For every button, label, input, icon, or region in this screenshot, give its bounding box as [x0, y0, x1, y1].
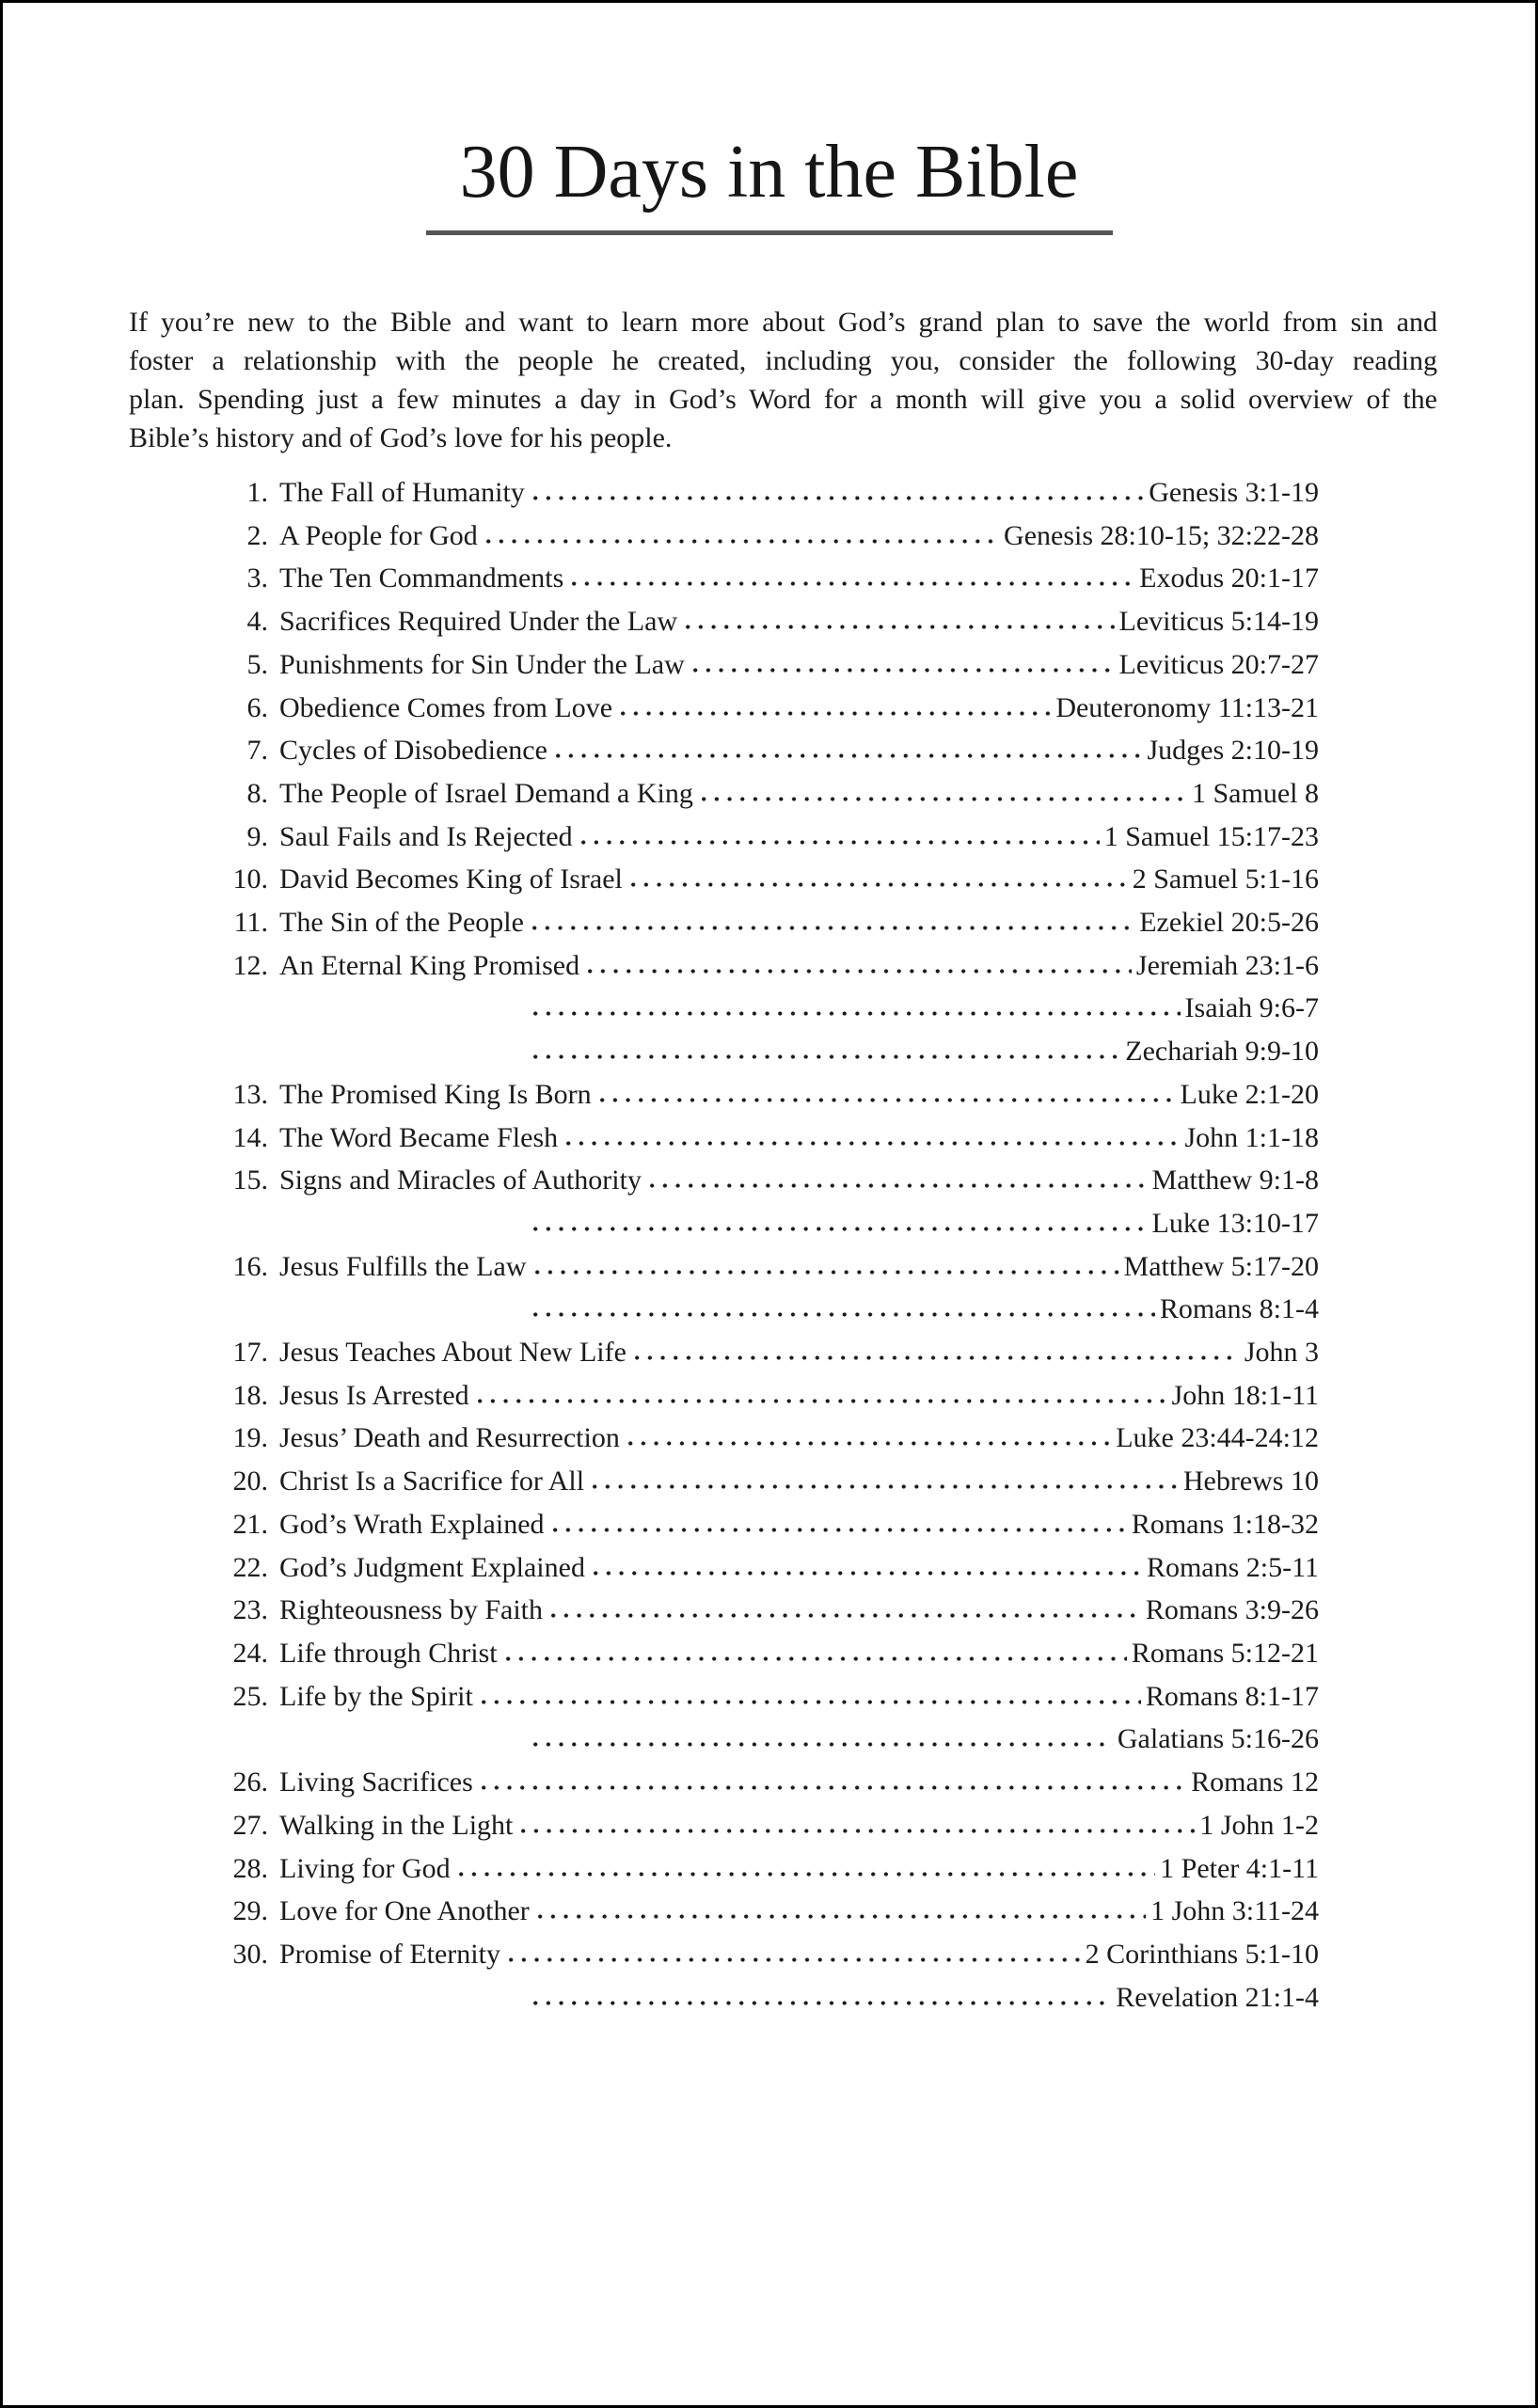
- item-title: Righteousness by Faith: [279, 1594, 544, 1626]
- item-title: Cycles of Disobedience: [279, 735, 547, 767]
- dot-leader: [521, 1828, 1195, 1834]
- scripture-reference: John 1:1-18: [1184, 1121, 1319, 1153]
- scripture-reference: 1 Samuel 15:17-23: [1103, 820, 1319, 852]
- reading-plan-row: [215, 729, 1319, 772]
- scripture-reference: Judges 2:10-19: [1147, 735, 1319, 767]
- item-number: 11.: [233, 907, 268, 939]
- item-title: The Sin of the People: [279, 907, 524, 939]
- intro-line: If you’re new to the Bible and want to learn more about God’s grand plan to save the world from sin and: [129, 307, 1437, 338]
- item-title: An Eternal King Promised: [279, 949, 580, 981]
- item-number: 12.: [232, 949, 268, 981]
- reading-plan-row: [215, 1374, 1319, 1418]
- item-number: 28.: [232, 1852, 268, 1884]
- reading-plan-row: [215, 987, 1319, 1030]
- item-title: Walking in the Light: [279, 1809, 514, 1841]
- scripture-reference: Romans 3:9-26: [1145, 1594, 1319, 1626]
- scripture-reference: Leviticus 20:7-27: [1118, 648, 1319, 680]
- scripture-reference: 1 Samuel 8: [1192, 777, 1319, 809]
- scripture-reference: Zechariah 9:9-10: [1125, 1036, 1319, 1068]
- reading-plan-row: [215, 1761, 1319, 1804]
- title-underline-rule: [426, 230, 1113, 235]
- reading-plan-row: [215, 1589, 1319, 1632]
- scripture-reference: 1 John 1-2: [1199, 1809, 1319, 1841]
- scripture-reference: Isaiah 9:6-7: [1184, 992, 1319, 1024]
- item-title: Punishments for Sin Under the Law: [279, 648, 685, 680]
- item-number: 14.: [232, 1121, 268, 1153]
- item-number: 8.: [246, 777, 268, 809]
- item-number: 10.: [232, 863, 268, 895]
- dot-leader: [588, 968, 1132, 974]
- reading-plan-row: [215, 1847, 1319, 1891]
- item-number: 3.: [246, 562, 268, 594]
- dot-leader: [482, 1784, 1186, 1791]
- dot-leader: [556, 752, 1143, 759]
- item-number: 7.: [246, 735, 268, 767]
- item-number: 19.: [232, 1422, 268, 1454]
- item-title: God’s Wrath Explained: [279, 1508, 545, 1540]
- item-title: Sacrifices Required Under the Law: [279, 606, 678, 638]
- reading-plan-row: [215, 643, 1319, 687]
- item-number: 25.: [232, 1680, 268, 1712]
- reading-plan-row: [215, 1546, 1319, 1590]
- reading-plan-row: [215, 816, 1319, 859]
- scripture-reference: Romans 2:5-11: [1146, 1551, 1319, 1583]
- dot-leader: [631, 881, 1128, 888]
- intro-paragraph: [129, 303, 1437, 457]
- dot-leader: [693, 667, 1115, 673]
- dot-leader: [594, 1570, 1142, 1576]
- scripture-reference: Romans 8:1-4: [1159, 1293, 1319, 1325]
- item-number: 27.: [232, 1809, 268, 1841]
- reading-plan-row: [215, 1288, 1319, 1331]
- scripture-reference: John 18:1-11: [1171, 1379, 1319, 1411]
- dot-leader: [566, 1140, 1180, 1147]
- intro-line: foster a relationship with the people he created, including you, consider the following 30-day reading: [129, 345, 1437, 376]
- reading-plan-row: [215, 1202, 1319, 1245]
- dot-leader: [628, 1440, 1111, 1447]
- item-title: Signs and Miracles of Authority: [279, 1164, 642, 1196]
- item-title: Jesus Is Arrested: [279, 1379, 469, 1411]
- scripture-reference: Matthew 9:1-8: [1151, 1164, 1319, 1196]
- dot-leader: [535, 1269, 1119, 1275]
- scripture-reference: 2 Samuel 5:1-16: [1132, 863, 1319, 895]
- intro-line: Bible’s history and of God’s love for his people.: [129, 422, 673, 453]
- reading-plan-row: [215, 1804, 1319, 1847]
- item-title: The Ten Commandments: [279, 562, 564, 594]
- dot-leader: [551, 1612, 1141, 1619]
- dot-leader: [572, 580, 1134, 587]
- dot-leader: [581, 839, 1100, 846]
- item-title: The Word Became Flesh: [279, 1121, 559, 1153]
- item-title: God’s Judgment Explained: [279, 1551, 585, 1583]
- item-number: 30.: [232, 1938, 268, 1970]
- scripture-reference: Hebrews 10: [1182, 1465, 1319, 1497]
- item-title: Love for One Another: [279, 1895, 530, 1927]
- dot-leader: [459, 1871, 1156, 1877]
- reading-plan-row: [215, 1933, 1319, 1976]
- dot-leader: [635, 1354, 1240, 1361]
- dot-leader: [533, 1054, 1120, 1060]
- reading-plan-row: [215, 1030, 1319, 1073]
- scripture-reference: 2 Corinthians 5:1-10: [1085, 1938, 1319, 1970]
- scripture-reference: Luke 2:1-20: [1180, 1078, 1319, 1110]
- scripture-reference: Romans 1:18-32: [1131, 1508, 1319, 1540]
- item-title: David Becomes King of Israel: [279, 863, 623, 895]
- scripture-reference: John 3: [1244, 1337, 1319, 1369]
- reading-plan-row: [215, 1503, 1319, 1546]
- reading-plan-row: [215, 1331, 1319, 1374]
- scripture-reference: Exodus 20:1-17: [1139, 562, 1319, 594]
- scripture-reference: Genesis 3:1-19: [1149, 477, 1319, 508]
- item-number: 22.: [232, 1551, 268, 1583]
- item-number: 21.: [232, 1508, 268, 1540]
- item-title: Jesus Teaches About New Life: [279, 1337, 626, 1369]
- reading-plan-row: [215, 944, 1319, 988]
- item-title: Living for God: [279, 1852, 451, 1884]
- item-number: 16.: [232, 1250, 268, 1282]
- reading-plan-row: [215, 1417, 1319, 1460]
- reading-plan-row: [215, 1718, 1319, 1761]
- scripture-reference: Leviticus 5:14-19: [1118, 606, 1319, 638]
- scripture-reference: Ezekiel 20:5-26: [1139, 907, 1319, 939]
- item-number: 23.: [232, 1594, 268, 1626]
- item-title: Obedience Comes from Love: [279, 691, 613, 723]
- reading-plan-row: [215, 858, 1319, 901]
- reading-plan-row: [215, 901, 1319, 944]
- dot-leader: [600, 1097, 1176, 1103]
- item-number: 2.: [246, 519, 268, 551]
- item-title: The Fall of Humanity: [279, 477, 525, 508]
- item-number: 26.: [232, 1766, 268, 1798]
- reading-plan-row: [215, 1890, 1319, 1933]
- reading-plan-row: [215, 1632, 1319, 1675]
- item-number: 20.: [232, 1465, 268, 1497]
- scripture-reference: Romans 12: [1191, 1766, 1319, 1798]
- reading-plan-row: [215, 471, 1319, 515]
- reading-plan-list: [3, 471, 1535, 2019]
- dot-leader: [478, 1398, 1167, 1404]
- scripture-reference: Deuteronomy 11:13-21: [1055, 691, 1319, 723]
- reading-plan-row: [215, 1073, 1319, 1117]
- item-number: 18.: [232, 1379, 268, 1411]
- scripture-reference: Matthew 5:17-20: [1123, 1250, 1319, 1282]
- reading-plan-row: [215, 772, 1319, 816]
- item-title: Promise of Eternity: [279, 1938, 500, 1970]
- item-title: The Promised King Is Born: [279, 1078, 592, 1110]
- item-number: 24.: [232, 1637, 268, 1669]
- dot-leader: [533, 495, 1144, 501]
- reading-plan-row: [215, 515, 1319, 558]
- scripture-reference: Luke 13:10-17: [1151, 1207, 1319, 1239]
- item-number: 9.: [246, 820, 268, 852]
- dot-leader: [621, 710, 1051, 717]
- dot-leader: [509, 1956, 1081, 1963]
- item-title: Jesus Fulfills the Law: [279, 1250, 527, 1282]
- item-number: 17.: [232, 1337, 268, 1369]
- item-title: A People for God: [279, 519, 478, 551]
- item-title: Life through Christ: [279, 1637, 498, 1669]
- dot-leader: [532, 925, 1134, 931]
- dot-leader: [533, 1311, 1155, 1318]
- scripture-reference: Galatians 5:16-26: [1117, 1723, 1319, 1755]
- item-title: Living Sacrifices: [279, 1766, 473, 1798]
- dot-leader: [533, 2000, 1111, 2006]
- item-number: 15.: [232, 1164, 268, 1196]
- dot-leader: [482, 1699, 1141, 1705]
- reading-plan-row: [215, 687, 1319, 730]
- dot-leader: [506, 1656, 1127, 1662]
- dot-leader: [593, 1483, 1179, 1490]
- reading-plan-row: [215, 1460, 1319, 1503]
- reading-plan-row: [215, 1159, 1319, 1202]
- scripture-reference: 1 John 3:11-24: [1150, 1895, 1319, 1927]
- item-title: Jesus’ Death and Resurrection: [279, 1422, 620, 1454]
- page-title: 30 Days in the Bible: [459, 131, 1079, 214]
- item-number: 13.: [232, 1078, 268, 1110]
- dot-leader: [538, 1913, 1146, 1920]
- item-number: 4.: [246, 606, 268, 638]
- scripture-reference: Revelation 21:1-4: [1116, 1981, 1319, 2013]
- scripture-reference: Genesis 28:10-15; 32:22-28: [1004, 519, 1319, 551]
- reading-plan-row: [215, 1117, 1319, 1160]
- item-title: Life by the Spirit: [279, 1680, 473, 1712]
- item-number: 29.: [232, 1895, 268, 1927]
- reading-plan-row: [215, 1675, 1319, 1719]
- scripture-reference: Romans 8:1-17: [1145, 1680, 1319, 1712]
- item-number: 1.: [246, 477, 268, 508]
- dot-leader: [650, 1182, 1148, 1189]
- scripture-reference: 1 Peter 4:1-11: [1160, 1852, 1319, 1884]
- dot-leader: [686, 624, 1114, 630]
- scripture-reference: Jeremiah 23:1-6: [1135, 949, 1319, 981]
- intro-line: plan. Spending just a few minutes a day in God’s Word for a month will give you a solid overview of the: [129, 384, 1437, 415]
- dot-leader: [702, 796, 1187, 802]
- dot-leader: [533, 1741, 1113, 1748]
- item-number: 6.: [246, 691, 268, 723]
- item-title: Christ Is a Sacrifice for All: [279, 1465, 585, 1497]
- item-number: 5.: [246, 648, 268, 680]
- dot-leader: [486, 538, 999, 545]
- item-title: Saul Fails and Is Rejected: [279, 820, 573, 852]
- reading-plan-row: [215, 600, 1319, 643]
- reading-plan-row: [215, 557, 1319, 600]
- dot-leader: [533, 1010, 1181, 1017]
- reading-plan-row: [215, 1245, 1319, 1289]
- scripture-reference: Romans 5:12-21: [1131, 1637, 1319, 1669]
- dot-leader: [553, 1527, 1127, 1533]
- item-title: The People of Israel Demand a King: [279, 777, 693, 809]
- dot-leader: [533, 1226, 1148, 1232]
- scripture-reference: Luke 23:44-24:12: [1116, 1422, 1319, 1454]
- reading-plan-row: [215, 1976, 1319, 2020]
